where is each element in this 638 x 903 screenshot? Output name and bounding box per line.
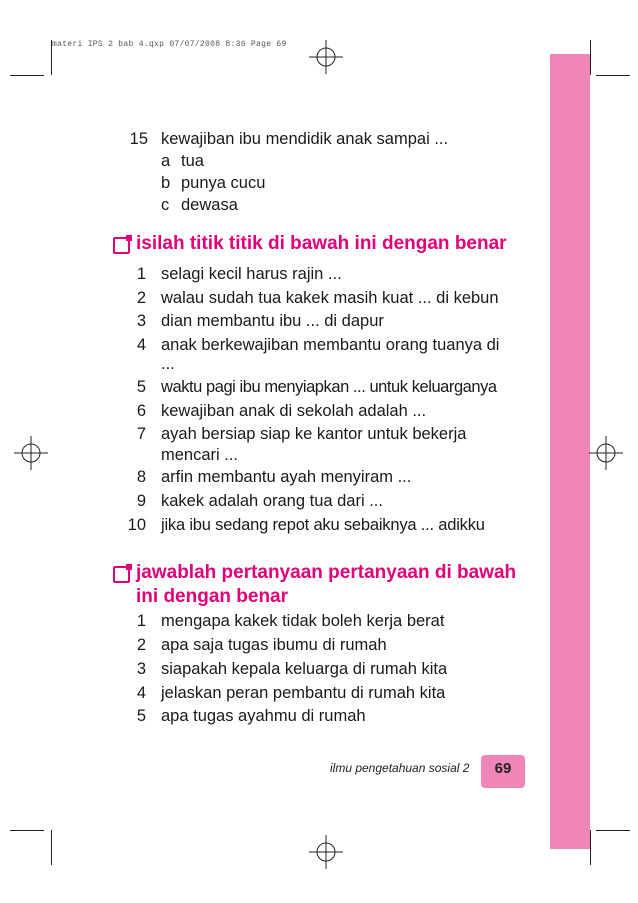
footer-book-title: ilmu pengetahuan sosial 2: [330, 761, 470, 775]
page-number: 69: [494, 760, 512, 777]
option-text: dewasa: [181, 196, 238, 214]
item-number: 5: [136, 707, 146, 725]
crop-mark: [51, 830, 52, 865]
item-text: mengapa kakek tidak boleh kerja berat: [161, 612, 445, 630]
item-number: 7: [136, 425, 146, 443]
item-text: selagi kecil harus rajin ...: [161, 265, 342, 283]
item-text: arfin membantu ayah menyiram ...: [161, 468, 412, 486]
section-bullet-icon: [113, 237, 130, 254]
item-text: jika ibu sedang repot aku sebaiknya ... adikku: [161, 516, 485, 534]
item-text: siapakah kepala keluarga di rumah kita: [161, 660, 448, 678]
crop-mark: [10, 75, 44, 76]
item-number: 6: [136, 402, 146, 420]
option-text: punya cucu: [181, 174, 266, 192]
item-number: 1: [136, 265, 146, 283]
registration-mark-icon: [309, 835, 343, 869]
question-text: kewajiban ibu mendidik anak sampai ...: [161, 130, 449, 148]
item-number: 2: [136, 636, 146, 654]
item-text: anak berkewajiban membantu orang tuanya di: [161, 336, 500, 354]
question-15: [0, 128, 638, 218]
item-text: ayah bersiap siap ke kantor untuk bekerja: [161, 425, 467, 443]
item-number: 9: [136, 492, 146, 510]
registration-mark-icon: [309, 40, 343, 74]
page-number-badge: [481, 755, 525, 788]
item-text: dian membantu ibu ... di dapur: [161, 312, 384, 330]
item-text-continued: mencari ...: [161, 446, 239, 464]
option-letter: c: [161, 196, 170, 214]
item-number: 5: [136, 378, 146, 396]
item-text: jelaskan peran pembantu di rumah kita: [161, 684, 446, 702]
option-text: tua: [181, 152, 204, 170]
item-number: 4: [136, 684, 146, 702]
crop-mark: [51, 40, 52, 75]
item-text: walau sudah tua kakek masih kuat ... di kebun: [161, 289, 499, 307]
section-1-title: isilah titik titik di bawah ini dengan benar: [136, 233, 507, 254]
option-letter: a: [161, 152, 171, 170]
item-number: 10: [127, 516, 146, 534]
crop-mark: [590, 830, 591, 865]
option-letter: b: [161, 174, 171, 192]
crop-mark: [596, 75, 630, 76]
section-bullet-icon: [113, 566, 130, 583]
crop-mark: [10, 830, 44, 831]
item-number: 8: [136, 468, 146, 486]
crop-mark: [596, 830, 630, 831]
item-number: 2: [136, 289, 146, 307]
item-number: 1: [136, 612, 146, 630]
item-text: kewajiban anak di sekolah adalah ...: [161, 402, 427, 420]
section-1-list: [0, 263, 638, 543]
item-number: 3: [136, 312, 146, 330]
section-2-title-line-1: jawablah pertanyaan pertanyaan di bawah: [136, 562, 517, 583]
item-text: apa saja tugas ibumu di rumah: [161, 636, 387, 654]
section-2-list: [0, 610, 638, 730]
item-text: waktu pagi ibu menyiapkan ... untuk keluarganya: [161, 378, 497, 396]
item-number: 3: [136, 660, 146, 678]
item-number: 4: [136, 336, 146, 354]
item-text-continued: ...: [161, 355, 175, 373]
item-text: apa tugas ayahmu di rumah: [161, 707, 366, 725]
section-2-title-line-2: ini dengan benar: [136, 586, 289, 607]
crop-mark: [590, 40, 591, 75]
print-slug: materi IPS 2 bab 4.qxp 07/07/2008 8:36 Page 69: [52, 40, 287, 49]
question-number: 15: [129, 130, 148, 148]
item-text: kakek adalah orang tua dari ...: [161, 492, 383, 510]
